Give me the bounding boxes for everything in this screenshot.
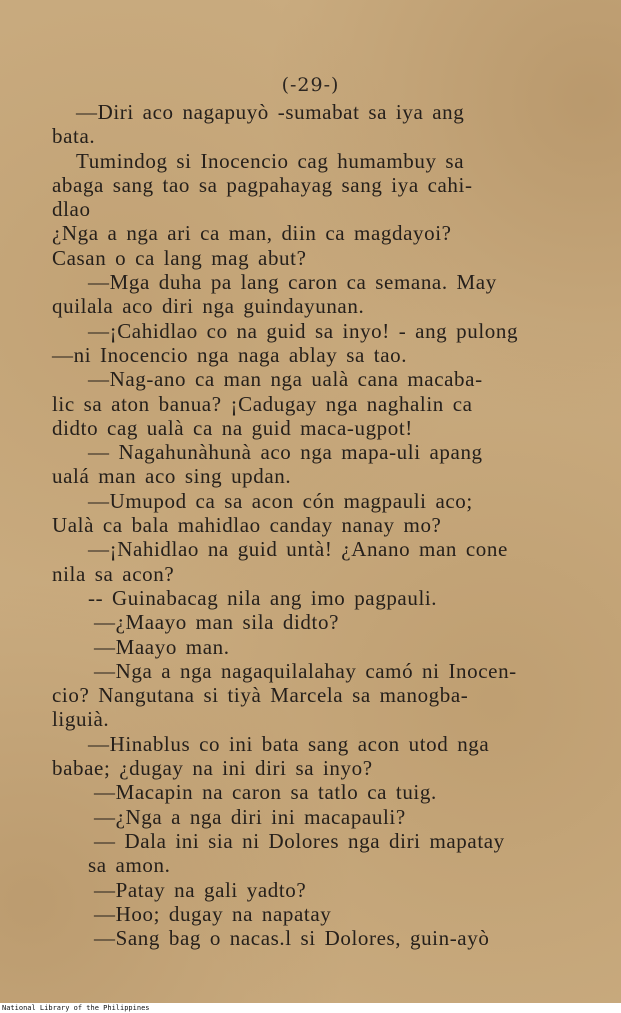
page-number: (-29-) <box>281 74 340 96</box>
text-line: —Nag-ano ca man nga ualà cana macaba- <box>88 367 483 392</box>
text-line: abaga sang tao sa pagpahayag sang iya cahi- <box>52 172 473 197</box>
text-line: sa amon. <box>88 853 171 878</box>
text-line: —Umupod ca sa acon cón magpauli aco; <box>88 488 473 513</box>
text-line: —Patay na gali yadto? <box>94 877 307 902</box>
text-line: lic sa aton banua? ¡Cadugay nga naghalin ca <box>52 391 473 416</box>
text-line: — Nagahunàhunà aco nga mapa-uli apang <box>88 440 483 465</box>
text-line: —Nga a nga nagaquilalahay camó ni Inocen- <box>94 658 517 683</box>
text-line: —¿Maayo man sila didto? <box>94 610 339 635</box>
text-line: quilala aco diri nga guindayunan. <box>52 294 365 319</box>
text-line: —¿Nga a nga diri ini macapauli? <box>94 804 406 829</box>
text-line: Casan o ca lang mag abut? <box>52 245 307 270</box>
text-line: —Diri aco nagapuyò -sumabat sa iya ang <box>76 100 465 124</box>
text-line: -- Guinabacag nila ang imo pagpauli. <box>88 585 438 610</box>
text-line: babae; ¿dugay na ini diri sa inyo? <box>52 756 373 781</box>
text-line: —Mga duha pa lang caron ca semana. May <box>88 270 497 295</box>
text-line: —Sang bag o nacas.l si Dolores, guin-ayò <box>94 926 490 951</box>
text-line: ¿Nga a nga ari ca man, diin ca magdayoi? <box>52 221 452 246</box>
text-line: —¡Cahidlao co na guid sa inyo! - ang pulong <box>88 318 519 343</box>
text-line: —Hoo; dugay na napatay <box>94 901 332 926</box>
text-line: — Dala ini sia ni Dolores nga diri mapatay <box>94 828 505 853</box>
text-line: —Maayo man. <box>94 634 230 659</box>
body-text <box>52 100 572 950</box>
text-line: —Hinablus co ini bata sang acon utod nga <box>88 731 490 756</box>
text-line: cio? Nangutana si tiyà Marcela sa manogba- <box>52 683 469 708</box>
text-line: Tumindog si Inocencio cag humambuy sa <box>76 148 465 173</box>
text-line: —¡Nahidlao na guid untà! ¿Anano man cone <box>88 537 508 562</box>
text-line: —Macapin na caron sa tatlo ca tuig. <box>94 780 437 805</box>
text-line: dlao <box>52 197 91 222</box>
text-line: —ni Inocencio nga naga ablay sa tao. <box>52 342 408 367</box>
text-line: bata. <box>52 124 96 149</box>
text-line: liguià. <box>52 707 110 732</box>
text-line: didto cag ualà ca na guid maca-ugpot! <box>52 415 413 440</box>
text-line: ualá man aco sing updan. <box>52 464 292 489</box>
text-line: Ualà ca bala mahidlao canday nanay mo? <box>52 513 442 538</box>
text-line: nila sa acon? <box>52 561 175 586</box>
library-credit: National Library of the Philippines <box>2 1004 150 1012</box>
